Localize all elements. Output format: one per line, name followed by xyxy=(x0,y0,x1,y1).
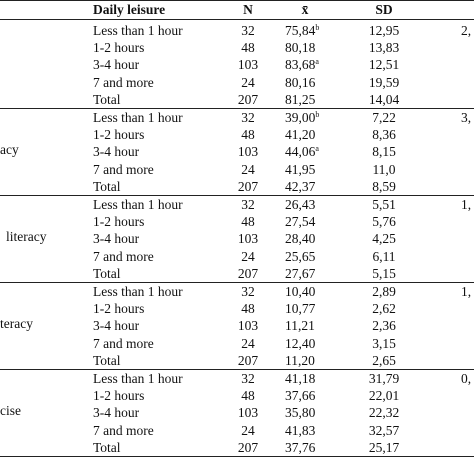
row-n: 32 xyxy=(241,23,255,38)
row-n: 103 xyxy=(237,405,259,421)
header-daily-leisure: Daily leisure xyxy=(93,2,166,17)
row-period: 3-4 hour xyxy=(93,318,140,334)
row-period: Total xyxy=(93,352,121,368)
row-period: Total xyxy=(93,265,121,281)
group-variable-label: teracy xyxy=(0,316,33,332)
row-sd: 2,65 xyxy=(372,352,396,368)
row-n: 24 xyxy=(241,422,255,438)
row-n: 207 xyxy=(237,178,259,194)
row-mean-value: 28,40 xyxy=(285,231,316,247)
row-mean xyxy=(285,178,337,195)
table-group xyxy=(0,107,474,195)
row-period: Less than 1 hour xyxy=(93,23,183,38)
row-sd: 22,01 xyxy=(368,388,400,404)
row-mean-superscript: b xyxy=(315,23,320,32)
row-n: 48 xyxy=(241,127,255,143)
row-mean xyxy=(285,22,337,39)
row-mean-superscript: a xyxy=(315,57,319,67)
row-sd: 5,51 xyxy=(372,197,396,212)
row-mean-value: 27,54 xyxy=(285,214,316,230)
row-n: 48 xyxy=(241,40,255,56)
row-period: Less than 1 hour xyxy=(93,284,183,299)
row-sd: 2,62 xyxy=(372,301,396,317)
row-mean-value: 80,16 xyxy=(285,74,316,90)
group-right-partial: 3, xyxy=(461,110,472,125)
row-n: 207 xyxy=(237,439,259,455)
row-period: Less than 1 hour xyxy=(93,371,183,386)
row-n: 207 xyxy=(237,352,259,368)
row-sd: 2,89 xyxy=(372,284,396,299)
row-n: 207 xyxy=(237,91,259,107)
row-period: 7 and more xyxy=(93,335,154,351)
row-n: 103 xyxy=(237,57,259,73)
row-sd: 8,36 xyxy=(372,127,396,143)
row-mean-value: 80,18 xyxy=(285,40,316,56)
row-mean-value: 75,84 xyxy=(285,23,316,38)
row-n: 24 xyxy=(241,74,255,90)
row-mean-value: 11,21 xyxy=(285,318,315,334)
table-group xyxy=(0,368,474,456)
row-mean-value: 35,80 xyxy=(285,405,316,421)
header-mean: x̄ xyxy=(301,2,309,17)
row-period: 1-2 hours xyxy=(93,40,145,56)
row-mean-value: 44,06 xyxy=(285,144,316,160)
row-mean xyxy=(285,39,337,56)
row-mean xyxy=(285,143,337,160)
row-period: 3-4 hour xyxy=(93,144,140,160)
row-period: 3-4 hour xyxy=(93,231,140,247)
row-sd: 7,22 xyxy=(372,110,396,125)
row-mean xyxy=(285,161,337,178)
row-sd: 12,51 xyxy=(368,57,400,73)
row-mean-value: 10,40 xyxy=(285,284,316,299)
header-right-partial: 2, xyxy=(461,23,472,38)
row-n: 48 xyxy=(241,301,255,317)
row-sd: 22,32 xyxy=(368,405,400,421)
row-sd: 8,59 xyxy=(372,178,396,194)
row-mean-value: 41,95 xyxy=(285,161,316,177)
row-mean-value: 25,65 xyxy=(285,248,316,264)
group-right-partial: 1, xyxy=(461,197,472,212)
group-rule xyxy=(0,456,474,457)
row-mean xyxy=(285,300,337,317)
row-n: 32 xyxy=(241,197,255,212)
row-mean-value: 12,40 xyxy=(285,335,316,351)
table-group xyxy=(0,281,474,369)
row-period: 7 and more xyxy=(93,161,154,177)
row-sd: 31,79 xyxy=(368,371,400,386)
row-n: 32 xyxy=(241,371,255,386)
row-sd: 14,04 xyxy=(368,91,400,107)
row-sd: 32,57 xyxy=(368,422,400,438)
row-sd: 5,15 xyxy=(372,265,396,281)
row-mean xyxy=(285,404,337,421)
row-mean-value: 27,67 xyxy=(285,265,316,281)
row-n: 48 xyxy=(241,214,255,230)
row-mean xyxy=(285,422,337,439)
row-mean xyxy=(285,317,337,334)
row-mean-value: 81,25 xyxy=(285,91,316,107)
row-period: 7 and more xyxy=(93,74,154,90)
group-variable-label: acy xyxy=(0,142,19,158)
row-mean xyxy=(285,74,337,91)
row-sd: 12,95 xyxy=(368,23,400,38)
row-mean-value: 42,37 xyxy=(285,178,316,194)
row-mean xyxy=(285,213,337,230)
row-mean xyxy=(285,265,337,282)
row-period: 1-2 hours xyxy=(93,388,145,404)
row-n: 103 xyxy=(237,231,259,247)
row-mean xyxy=(285,196,337,213)
row-mean xyxy=(285,439,337,456)
row-sd: 5,76 xyxy=(372,214,396,230)
row-n: 24 xyxy=(241,248,255,264)
row-sd: 8,15 xyxy=(372,144,396,160)
row-sd: 3,15 xyxy=(372,335,396,351)
row-mean-value: 37,66 xyxy=(285,388,316,404)
row-mean xyxy=(285,283,337,300)
row-n: 24 xyxy=(241,161,255,177)
group-right-partial: 0, xyxy=(461,371,472,386)
row-n: 32 xyxy=(241,284,255,299)
row-period: 7 and more xyxy=(93,422,154,438)
group-variable-label: cise xyxy=(0,403,21,419)
row-n: 32 xyxy=(241,110,255,125)
row-mean-superscript: a xyxy=(315,144,319,154)
row-mean-value: 41,83 xyxy=(285,422,316,438)
row-mean xyxy=(285,126,337,143)
table-group xyxy=(0,194,474,282)
row-mean-value: 10,77 xyxy=(285,301,316,317)
row-period: 1-2 hours xyxy=(93,127,145,143)
table-group xyxy=(0,20,474,108)
row-mean-value: 41,18 xyxy=(285,371,316,386)
row-period: 3-4 hour xyxy=(93,405,140,421)
row-period: 1-2 hours xyxy=(93,301,145,317)
row-n: 24 xyxy=(241,335,255,351)
row-n: 103 xyxy=(237,318,259,334)
row-mean-value: 39,00 xyxy=(285,110,316,125)
row-mean-value: 83,68 xyxy=(285,57,316,73)
row-mean-value: 26,43 xyxy=(285,197,316,212)
row-mean-value: 11,20 xyxy=(285,352,315,368)
row-mean-value: 41,20 xyxy=(285,127,316,143)
row-period: Total xyxy=(93,439,121,455)
row-mean-value: 37,76 xyxy=(285,439,316,455)
header-sd: SD xyxy=(375,2,393,17)
row-sd: 6,11 xyxy=(372,248,396,264)
row-mean xyxy=(285,230,337,247)
row-sd: 25,17 xyxy=(368,439,400,455)
header-n: N xyxy=(243,2,253,17)
row-period: Less than 1 hour xyxy=(93,110,183,125)
row-mean xyxy=(285,91,337,108)
row-sd: 4,25 xyxy=(372,231,396,247)
row-n: 207 xyxy=(237,265,259,281)
row-mean xyxy=(285,335,337,352)
row-n: 103 xyxy=(237,144,259,160)
row-period: 7 and more xyxy=(93,248,154,264)
row-period: 1-2 hours xyxy=(93,214,145,230)
row-period: Total xyxy=(93,178,121,194)
row-mean xyxy=(285,56,337,73)
row-sd: 13,83 xyxy=(368,40,400,56)
group-variable-label: literacy xyxy=(6,229,47,245)
row-n: 48 xyxy=(241,388,255,404)
row-mean xyxy=(285,109,337,126)
row-mean xyxy=(285,387,337,404)
row-mean-superscript: b xyxy=(315,110,320,119)
row-mean xyxy=(285,248,337,265)
group-right-partial: 1, xyxy=(461,284,472,299)
row-sd: 11,0 xyxy=(372,161,396,177)
row-mean xyxy=(285,352,337,369)
row-mean xyxy=(285,370,337,387)
row-period: Total xyxy=(93,91,121,107)
row-sd: 2,36 xyxy=(372,318,396,334)
row-sd: 19,59 xyxy=(368,74,400,90)
row-period: 3-4 hour xyxy=(93,57,140,73)
row-period: Less than 1 hour xyxy=(93,197,183,212)
